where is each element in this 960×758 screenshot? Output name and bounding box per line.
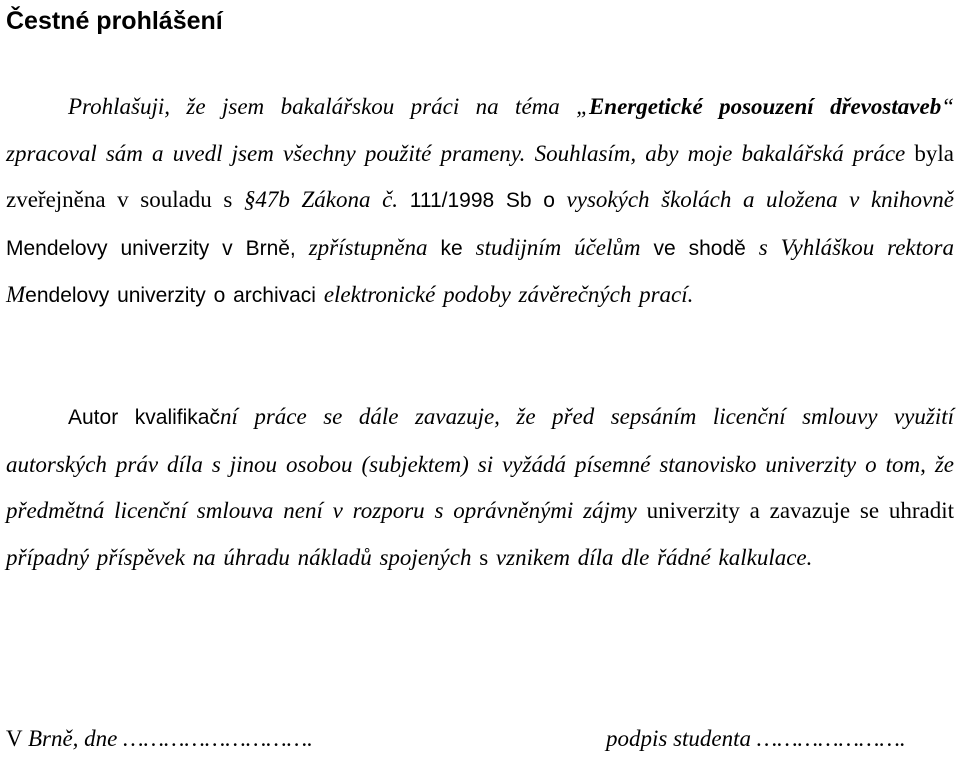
text-segment: bakalářská práce [741,140,906,166]
obligation-paragraph [6,394,954,581]
text-segment: ní práce se dále zavazuje, že před sepsáním licenční smlouvy využití autorských práv díla s jinou osobou (subjektem) si vyžádá písemné stanovisko univerzity o tom, že předmětná licenční smlouva není v rozporu s oprávněnými zájmy [6,404,955,523]
text-segment: „ [576,94,589,119]
date-blank: ………………………. [117,726,313,751]
signature-blank: …………………. [751,726,906,751]
text-segment: zpracoval sám a uvedl jsem všechny použité prameny. Souhlasím, aby moje [6,140,742,166]
text-segment: s Vyhláškou rektora M [6,234,954,307]
signature-line [606,722,906,756]
text-segment: Autor kvalifikač [68,406,220,429]
signature-label: podpis studenta [606,726,752,751]
text-segment: Prohlašuji, že jsem bakalářskou práci na téma [68,94,577,119]
text-segment: studijním účelům [475,234,641,260]
text-segment: s [471,544,496,570]
text-segment: elektronické podoby závěrečných prací. [323,282,694,307]
text-segment: 111/1998 Sb o [398,189,567,212]
text-segment: ke [427,236,476,260]
text-segment: “ [941,94,954,119]
text-segment: zpřístupněna [308,234,428,260]
text-segment: vysokých školách a uložena v knihovně [566,187,954,212]
page-title: Čestné prohlášení [6,7,223,35]
text-segment: ve shodě [640,236,759,260]
text-segment: byla zveřejněna v souladu s [6,140,954,212]
place-date-label: Brně, dne [27,726,118,751]
place-date-line [6,722,313,756]
text-segment: univerzity a zavazuje se uhradit [636,498,954,523]
text-segment: endelovy univerzity o archivaci [25,284,324,307]
thesis-topic: Energetické posouzení dřevostaveb [588,94,942,119]
text-segment: případný příspěvek na úhradu nákladů spojených [6,544,472,570]
text-segment: §47b Zákona č. [243,187,399,212]
text-segment: vznikem díla dle řádné kalkulace. [495,544,813,570]
text-segment: Mendelovy univerzity v Brně, [6,236,309,260]
declaration-paragraph [6,84,954,320]
place-prefix: V [6,726,28,751]
